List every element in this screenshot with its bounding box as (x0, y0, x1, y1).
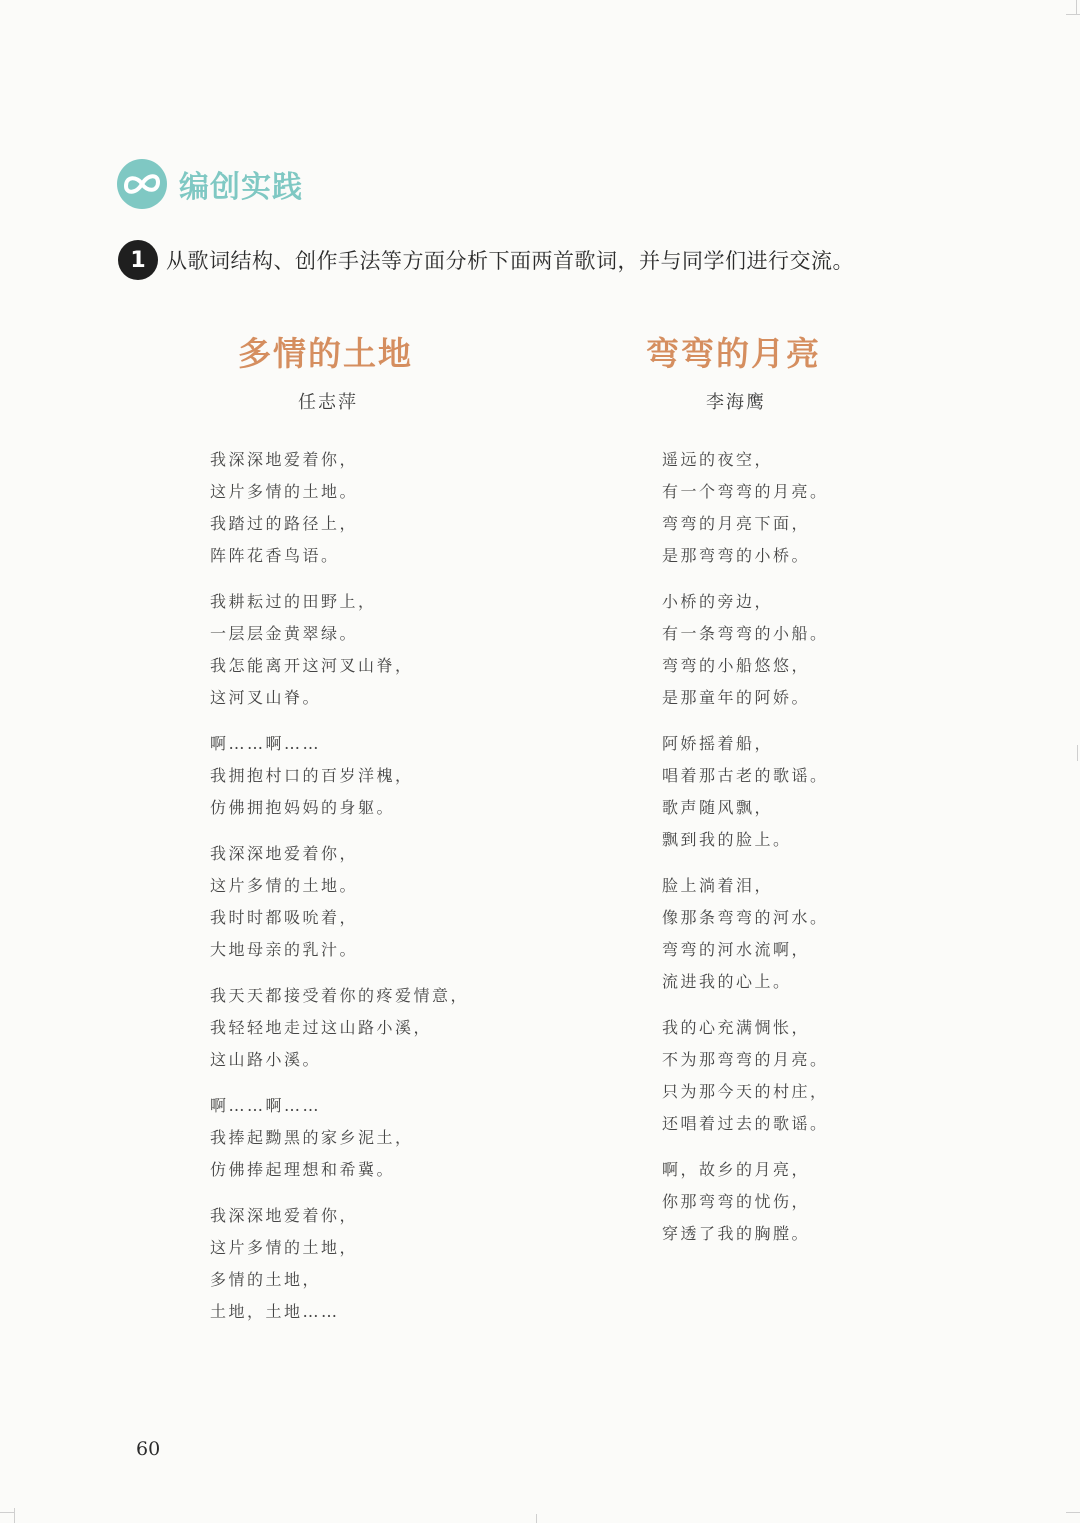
page-number: 60 (136, 1438, 161, 1460)
poem-line: 啊……啊…… (210, 1096, 322, 1115)
poem-line: 多情的土地， (210, 1270, 322, 1289)
poem-line: 像那条弯弯的河水。 (662, 908, 829, 927)
crop-mark (1066, 14, 1080, 15)
poem-line: 啊……啊…… (210, 734, 322, 753)
poem-line: 阿娇摇着船， (662, 734, 774, 753)
crop-mark (1066, 1512, 1080, 1513)
poem-line: 只为那今天的村庄， (662, 1082, 829, 1101)
poem-stanza (210, 444, 469, 572)
poem-line: 弯弯的河水流啊， (662, 940, 811, 959)
poem-stanza (210, 838, 469, 966)
poem-stanza (662, 870, 829, 998)
task-number-badge: 1 (118, 240, 158, 280)
poem-line: 我踏过的路径上， (210, 514, 359, 533)
poem-stanza (662, 586, 829, 714)
poem-line: 这片多情的土地。 (210, 876, 359, 895)
wave-loop-icon (117, 159, 167, 209)
poem-line: 小桥的旁边， (662, 592, 774, 611)
poem-line: 啊，故乡的月亮， (662, 1160, 811, 1179)
crop-mark (14, 1508, 15, 1523)
poem-line: 我天天都接受着你的疼爱情意， (210, 986, 470, 1005)
poem-line: 还唱着过去的歌谣。 (662, 1114, 829, 1133)
poem-line: 这片多情的土地， (210, 1238, 359, 1257)
poem-line: 这河叉山脊。 (210, 688, 322, 707)
poem-title: 弯弯的月亮 (646, 334, 821, 373)
crop-mark (1076, 0, 1077, 14)
poem-line: 我深深地爱着你， (210, 1206, 359, 1225)
poem-stanza (210, 980, 469, 1076)
poem-line: 唱着那古老的歌谣。 (662, 766, 829, 785)
poem-line: 不为那弯弯的月亮。 (662, 1050, 829, 1069)
poem-stanza (210, 586, 469, 714)
poem-line: 飘到我的脸上。 (662, 830, 792, 849)
poem-line: 我的心充满惆怅， (662, 1018, 811, 1037)
poem-line: 流进我的心上。 (662, 972, 792, 991)
poem-line: 弯弯的月亮下面， (662, 514, 811, 533)
poem-line: 我捧起黝黑的家乡泥土， (210, 1128, 414, 1147)
poem-line: 遥远的夜空， (662, 450, 774, 469)
poem-line: 有一个弯弯的月亮。 (662, 482, 829, 501)
poem-line: 仿佛拥抱妈妈的身躯。 (210, 798, 396, 817)
poem-stanza (210, 1200, 469, 1328)
poem-stanza (210, 728, 469, 824)
poem-line: 我拥抱村口的百岁洋槐， (210, 766, 414, 785)
poem-line: 穿透了我的胸膛。 (662, 1224, 811, 1243)
poem-stanza (210, 1090, 469, 1186)
poem-line: 阵阵花香鸟语。 (210, 546, 340, 565)
poem-stanza (662, 444, 829, 572)
poem-line: 有一条弯弯的小船。 (662, 624, 829, 643)
poem-line: 我轻轻地走过这山路小溪， (210, 1018, 433, 1037)
poem-title: 多情的土地 (238, 334, 413, 373)
crop-mark (0, 1512, 14, 1513)
poem-stanza (662, 1012, 829, 1140)
poem-line: 脸上淌着泪， (662, 876, 774, 895)
poem-line: 是那童年的阿娇。 (662, 688, 811, 707)
poem-line: 我耕耘过的田野上， (210, 592, 377, 611)
poem-stanzas (662, 444, 829, 1264)
task-text: 从歌词结构、创作手法等方面分析下面两首歌词，并与同学们进行交流。 (166, 249, 854, 273)
crop-mark (536, 1514, 537, 1523)
section-title: 编创实践 (179, 170, 303, 205)
task-prompt (118, 240, 854, 280)
poem-line: 大地母亲的乳汁。 (210, 940, 359, 959)
poem-author: 李海鹰 (706, 392, 766, 413)
poem-line: 这山路小溪。 (210, 1050, 322, 1069)
poem-line: 我深深地爱着你， (210, 844, 359, 863)
crop-mark (1077, 745, 1078, 761)
poem-stanza (662, 728, 829, 856)
poem-stanza (662, 1154, 829, 1250)
poem-line: 我时时都吸吮着， (210, 908, 359, 927)
poem-stanzas (210, 444, 469, 1342)
poem-line: 歌声随风飘， (662, 798, 774, 817)
poem-line: 仿佛捧起理想和希冀。 (210, 1160, 396, 1179)
poem-line: 这片多情的土地。 (210, 482, 359, 501)
poem-line: 我深深地爱着你， (210, 450, 359, 469)
poem-line: 土地，土地…… (210, 1302, 340, 1321)
poem-line: 你那弯弯的忧伤， (662, 1192, 811, 1211)
poem-line: 是那弯弯的小桥。 (662, 546, 811, 565)
poem-author: 任志萍 (298, 392, 358, 413)
poem-line: 弯弯的小船悠悠， (662, 656, 811, 675)
section-header (117, 158, 303, 210)
poem-line: 我怎能离开这河叉山脊， (210, 656, 414, 675)
poem-line: 一层层金黄翠绿。 (210, 624, 359, 643)
